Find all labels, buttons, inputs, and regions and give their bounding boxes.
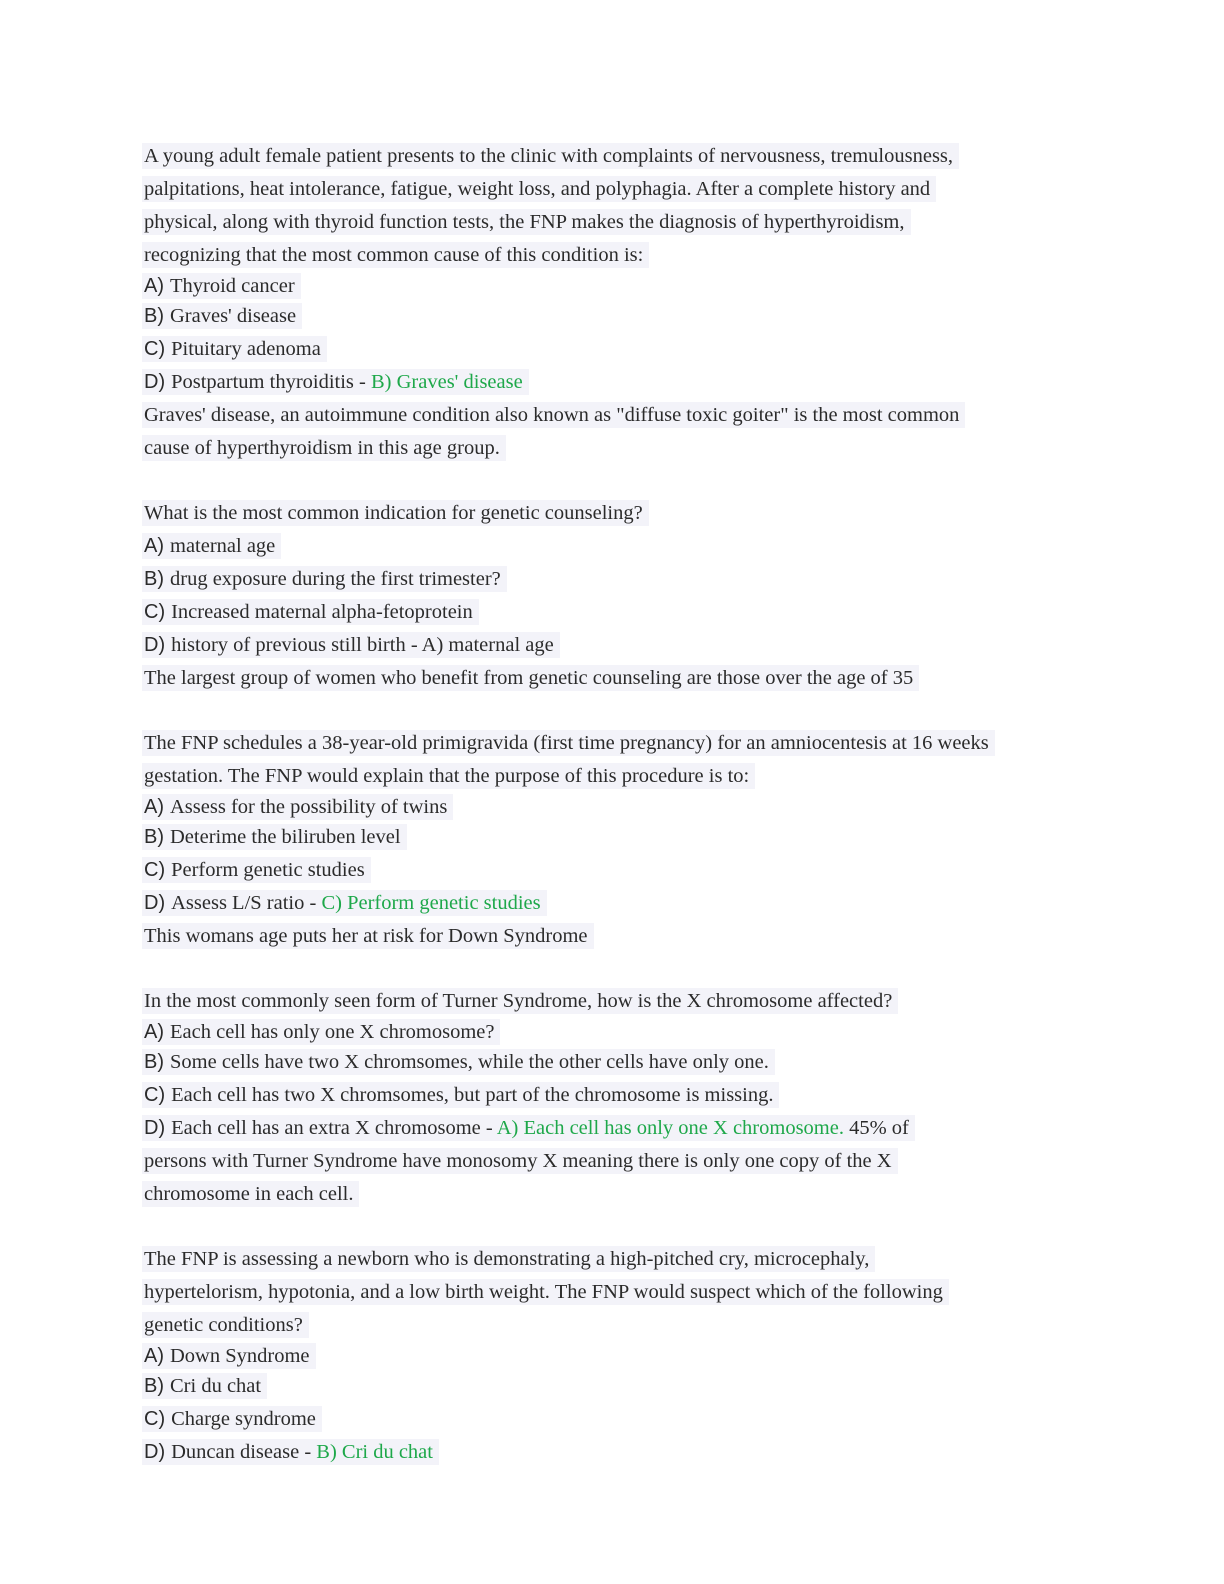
document-page xyxy=(142,140,1082,1469)
answer-option: B) Some cells have two X chromsomes, while the other cells have only one. xyxy=(142,1046,1082,1079)
answer-option: B) Cri du chat xyxy=(142,1370,1082,1403)
question-stem-line: hypertelorism, hypotonia, and a low birth weight. The FNP would suspect which of the following xyxy=(142,1276,1082,1309)
answer-option: C) Increased maternal alpha-fetoprotein xyxy=(142,596,1082,629)
explanation-line: cause of hyperthyroidism in this age group. xyxy=(142,432,1082,465)
question-stem-line: recognizing that the most common cause of this condition is: xyxy=(142,239,1082,272)
answer-option: D) history of previous still birth - A) maternal age xyxy=(142,629,1082,662)
question-stem-line: A young adult female patient presents to the clinic with complaints of nervousness, tremulousness, xyxy=(142,140,1082,173)
question-stem-line: The FNP is assessing a newborn who is demonstrating a high-pitched cry, microcephaly, xyxy=(142,1243,1082,1276)
answer-option: A) Each cell has only one X chromosome? xyxy=(142,1018,1082,1046)
question-stem-line: gestation. The FNP would explain that the purpose of this procedure is to: xyxy=(142,760,1082,793)
explanation-line: The largest group of women who benefit from genetic counseling are those over the age of 35 xyxy=(142,662,1082,695)
correct-answer: B) Cri du chat xyxy=(316,1441,433,1463)
answer-option: D) Each cell has an extra X chromosome - A) Each cell has only one X chromosome. 45% of xyxy=(142,1112,1082,1145)
answer-option: C) Charge syndrome xyxy=(142,1403,1082,1436)
question-stem-line: The FNP schedules a 38-year-old primigravida (first time pregnancy) for an amniocentesis at 16 weeks xyxy=(142,727,1082,760)
answer-option: C) Each cell has two X chromsomes, but part of the chromosome is missing. xyxy=(142,1079,1082,1112)
explanation-line: Graves' disease, an autoimmune condition also known as "diffuse toxic goiter" is the most common xyxy=(142,399,1082,432)
question-block xyxy=(142,727,1082,953)
answer-option: A) Assess for the possibility of twins xyxy=(142,793,1082,821)
question-stem-line: What is the most common indication for genetic counseling? xyxy=(142,497,1082,530)
question-block xyxy=(142,985,1082,1211)
correct-answer: A) Each cell has only one X chromosome. xyxy=(496,1117,844,1139)
question-stem-line: palpitations, heat intolerance, fatigue, weight loss, and polyphagia. After a complete history and xyxy=(142,173,1082,206)
answer-option: D) Assess L/S ratio - C) Perform genetic studies xyxy=(142,887,1082,920)
correct-answer: B) Graves' disease xyxy=(371,371,523,393)
answer-option: A) Thyroid cancer xyxy=(142,272,1082,300)
question-stem-line: genetic conditions? xyxy=(142,1309,1082,1342)
explanation-line: persons with Turner Syndrome have monosomy X meaning there is only one copy of the X xyxy=(142,1145,1082,1178)
correct-answer: C) Perform genetic studies xyxy=(321,892,541,914)
answer-option: B) Graves' disease xyxy=(142,300,1082,333)
answer-option: C) Perform genetic studies xyxy=(142,854,1082,887)
question-stem-line: physical, along with thyroid function tests, the FNP makes the diagnosis of hyperthyroidism, xyxy=(142,206,1082,239)
answer-option: B) drug exposure during the first trimester? xyxy=(142,563,1082,596)
question-stem-line: In the most commonly seen form of Turner Syndrome, how is the X chromosome affected? xyxy=(142,985,1082,1018)
explanation-line: This womans age puts her at risk for Down Syndrome xyxy=(142,920,1082,953)
answer-option: C) Pituitary adenoma xyxy=(142,333,1082,366)
question-block xyxy=(142,1243,1082,1469)
answer-option: D) Postpartum thyroiditis - B) Graves' disease xyxy=(142,366,1082,399)
answer-option: A) Down Syndrome xyxy=(142,1342,1082,1370)
correct-answer: A) maternal age xyxy=(421,634,554,656)
answer-option: B) Deterime the biliruben level xyxy=(142,821,1082,854)
explanation-line: chromosome in each cell. xyxy=(142,1178,1082,1211)
answer-option: A) maternal age xyxy=(142,530,1082,563)
question-block xyxy=(142,497,1082,695)
answer-option: D) Duncan disease - B) Cri du chat xyxy=(142,1436,1082,1469)
question-block xyxy=(142,140,1082,465)
